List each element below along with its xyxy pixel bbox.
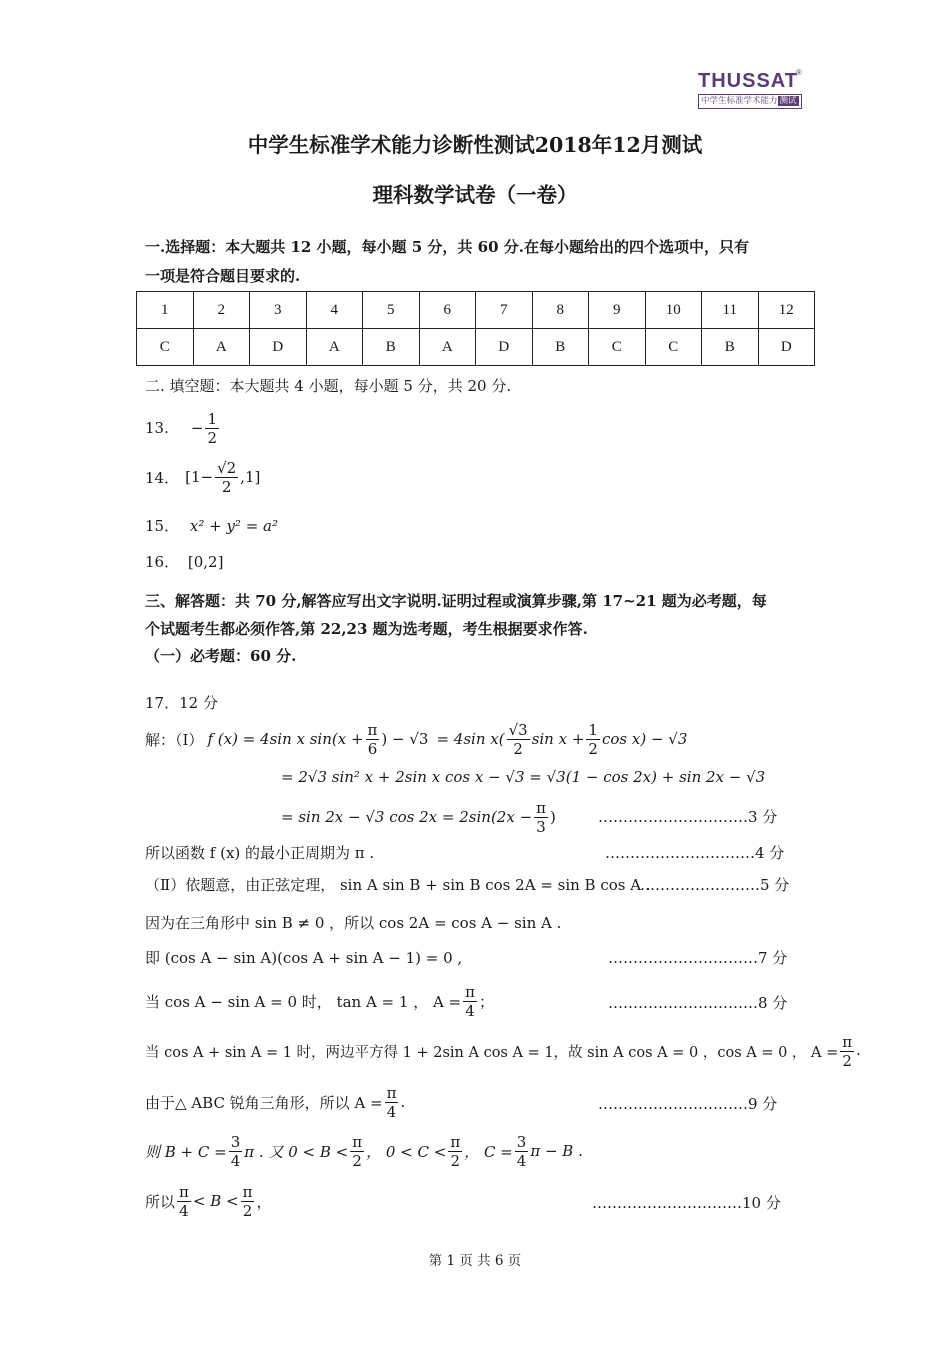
- fraction-numerator: π: [842, 1032, 853, 1051]
- formula-fraction: [177, 1183, 191, 1220]
- score-marker: …………………………3 分: [598, 808, 778, 826]
- q14-pre: [1−: [185, 468, 214, 486]
- thussat-logo: [694, 68, 804, 112]
- fraction-denominator: 4: [516, 1151, 527, 1170]
- table-cell: C: [137, 329, 194, 366]
- q17-header: 17．12 分: [145, 694, 218, 712]
- fraction-denominator: 2: [207, 428, 217, 447]
- fraction-numerator: π: [450, 1132, 461, 1151]
- score-marker: ……………………5 分: [640, 876, 790, 894]
- logo-tagline-text: 中学生标准学术能力: [701, 96, 778, 106]
- formula-text: ) − √3: [381, 730, 429, 748]
- table-cell: A: [193, 329, 250, 366]
- table-cell: 11: [702, 292, 759, 329]
- fraction-numerator: π: [536, 798, 546, 817]
- table-cell: 8: [532, 292, 589, 329]
- formula-text: 由于△ ABC 锐角三角形，所以 A =: [145, 1093, 383, 1112]
- table-cell: B: [363, 329, 420, 366]
- fraction-numerator: π: [386, 1083, 397, 1102]
- formula-text: = sin 2x − √3 cos 2x = 2sin(2x −: [281, 808, 533, 826]
- q16-answer: [145, 551, 223, 572]
- fraction-denominator: 2: [588, 739, 598, 758]
- fraction-numerator: 1: [588, 720, 598, 739]
- formula-fraction: [515, 1133, 529, 1170]
- score-marker: …………………………8 分: [608, 994, 788, 1012]
- table-cell: 9: [589, 292, 646, 329]
- table-cell: 7: [476, 292, 533, 329]
- fraction-denominator: 4: [179, 1201, 189, 1220]
- fraction-numerator: π: [179, 1182, 189, 1201]
- fraction-denominator: 2: [513, 739, 523, 758]
- formula-text: π . 又 0 < B <: [244, 1142, 349, 1161]
- q17-line1: [145, 716, 687, 762]
- fraction-numerator: 3: [230, 1132, 241, 1151]
- formula-text: < B <: [192, 1192, 239, 1210]
- q17-line3: [281, 794, 556, 840]
- logo-wordmark: THUSSAT: [698, 70, 798, 92]
- formula-fraction: [463, 983, 477, 1020]
- fraction-denominator: 4: [230, 1151, 241, 1170]
- section1-heading-line1: 一.选择题：本大题共 12 小题，每小题 5 分，共 60 分.在每小题给出的四个选项中，只有: [145, 238, 749, 256]
- table-cell: C: [589, 329, 646, 366]
- section3-heading-line2: 个试题考生都必须作答,第 22,23 题为选考题，考生根据要求作答.: [145, 620, 588, 638]
- table-cell: D: [476, 329, 533, 366]
- formula-text: sin x +: [531, 730, 585, 748]
- fraction-denominator: 3: [536, 817, 546, 836]
- q13-answer: [145, 404, 221, 452]
- section3-heading-line3: （一）必考题：60 分.: [145, 647, 297, 665]
- table-cell: 1: [137, 292, 194, 329]
- fraction-numerator: √3: [508, 720, 528, 739]
- formula-text: = 4sin x(: [436, 730, 505, 748]
- q17-line6: 因为在三角形中 sin B ≠ 0 ，所以 cos 2A = cos A − sin A .: [145, 914, 562, 932]
- logo-tagline-tag: 测试: [779, 96, 797, 106]
- section1-heading-line2: 一项是符合题目要求的.: [145, 267, 301, 285]
- answer-table: [136, 291, 815, 366]
- table-cell: 2: [193, 292, 250, 329]
- formula-text: ): [550, 808, 556, 826]
- table-cell: D: [250, 329, 307, 366]
- q14-fraction: [215, 459, 238, 496]
- table-cell: 4: [306, 292, 363, 329]
- q17-line7: 即 (cos A − sin A)(cos A + sin A − 1) = 0 ,: [145, 949, 463, 967]
- table-cell: 10: [645, 292, 702, 329]
- formula-fraction: [586, 721, 600, 758]
- formula-text: ， C =: [464, 1142, 513, 1161]
- score-marker: …………………………10 分: [592, 1194, 781, 1212]
- fraction-numerator: π: [465, 982, 475, 1001]
- fraction-denominator: 2: [450, 1151, 461, 1170]
- q17-line11: [145, 1128, 583, 1174]
- formula-text: .: [400, 1093, 406, 1111]
- section2-heading: 二. 填空题：本大题共 4 小题，每小题 5 分，共 20 分.: [145, 377, 512, 395]
- section3-heading-line1: 三、解答题：共 70 分,解答应写出文字说明.证明过程或演算步骤,第 17~21 题为必考题，每: [145, 592, 767, 610]
- page-number: 第 1 页 共 6 页: [428, 1253, 522, 1269]
- formula-fraction: [448, 1133, 462, 1170]
- fraction-numerator: π: [352, 1132, 363, 1151]
- fraction-denominator: 2: [842, 1051, 852, 1070]
- fraction-denominator: 4: [386, 1102, 397, 1121]
- table-cell: C: [645, 329, 702, 366]
- fraction-denominator: 2: [352, 1151, 362, 1170]
- formula-text: cos x) − √3: [601, 730, 688, 748]
- table-cell: 5: [363, 292, 420, 329]
- fraction-numerator: 1: [207, 409, 217, 428]
- table-cell: 12: [758, 292, 815, 329]
- q14-answer: [145, 454, 260, 500]
- score-marker: …………………………4 分: [605, 844, 785, 862]
- formula-text: ；: [479, 992, 495, 1011]
- q17-line12: [145, 1178, 271, 1224]
- formula-text: π − B .: [530, 1142, 583, 1160]
- answer-table-answer-row: [137, 329, 815, 366]
- formula-fraction: [840, 1033, 854, 1070]
- fraction-denominator: 2: [242, 1201, 253, 1220]
- formula-text: 则 B + C =: [145, 1142, 227, 1161]
- q17-line8: [145, 978, 494, 1024]
- score-marker: …………………………7 分: [608, 949, 788, 967]
- q15-answer: [145, 515, 278, 536]
- q15-expression: x² + y² = a²: [189, 517, 278, 535]
- formula-text: 当 cos A + sin A = 1 时，两边平方得 1 + 2sin A cos A = 1，故 sin A cos A = 0 ，cos A = 0 ， A =: [145, 1044, 839, 1061]
- q15-label: 15．: [145, 517, 180, 535]
- logo-registered-mark: ®: [796, 68, 802, 77]
- formula-text: ， 0 < C <: [366, 1142, 447, 1161]
- q17-line10: [145, 1079, 405, 1125]
- q13-sign: −: [190, 419, 204, 437]
- q13-fraction: [205, 410, 219, 447]
- q17-line5: （Ⅱ）依题意，由正弦定理， sin A sin B + sin B cos 2A = sin B cos A .: [145, 876, 651, 894]
- table-cell: B: [532, 329, 589, 366]
- fraction-numerator: √2: [217, 458, 237, 477]
- table-cell: B: [702, 329, 759, 366]
- formula-fraction: [241, 1183, 255, 1220]
- q13-label: 13.: [145, 419, 169, 437]
- logo-tagline: [698, 94, 802, 109]
- q16-expression: [0,2]: [187, 553, 224, 571]
- q14-post: ,1]: [240, 468, 261, 486]
- fraction-numerator: π: [242, 1182, 253, 1201]
- table-cell: 6: [419, 292, 476, 329]
- document-subtitle: 理科数学试卷（一卷）: [372, 183, 578, 207]
- table-cell: 3: [250, 292, 307, 329]
- fraction-numerator: π: [367, 720, 378, 739]
- fraction-denominator: 2: [221, 477, 232, 496]
- answer-table-number-row: [137, 292, 815, 329]
- formula-text: 所以: [145, 1192, 176, 1211]
- q17-line4: 所以函数 f (x) 的最小正周期为 π .: [145, 844, 375, 862]
- formula-text: .: [856, 1043, 861, 1059]
- document-title: 中学生标准学术能力诊断性测试2018年12月测试: [247, 133, 703, 157]
- formula-fraction: [366, 721, 380, 758]
- table-cell: A: [419, 329, 476, 366]
- formula-fraction: [534, 799, 548, 836]
- fraction-numerator: 3: [516, 1132, 527, 1151]
- score-marker: …………………………9 分: [598, 1095, 778, 1113]
- q16-label: 16．: [145, 553, 180, 571]
- formula-fraction: [385, 1084, 399, 1121]
- formula-text: f (x) = 4sin x sin(x +: [207, 730, 364, 748]
- formula-fraction: [507, 721, 530, 758]
- q17-line2: = 2√3 sin² x + 2sin x cos x − √3 = √3(1 − cos 2x) + sin 2x − √3: [281, 768, 766, 786]
- formula-text: ，: [256, 1192, 272, 1211]
- q14-label: 14．: [145, 468, 180, 487]
- table-cell: D: [758, 329, 815, 366]
- fraction-denominator: 4: [465, 1001, 475, 1020]
- formula-fraction: [229, 1133, 243, 1170]
- formula-text: 当 cos A − sin A = 0 时， tan A = 1 ， A =: [145, 992, 462, 1011]
- table-cell: A: [306, 329, 363, 366]
- q17-line9: [145, 1028, 861, 1074]
- q17-part1-label: 解：（Ⅰ）: [145, 730, 204, 749]
- fraction-denominator: 6: [367, 739, 378, 758]
- formula-fraction: [350, 1133, 364, 1170]
